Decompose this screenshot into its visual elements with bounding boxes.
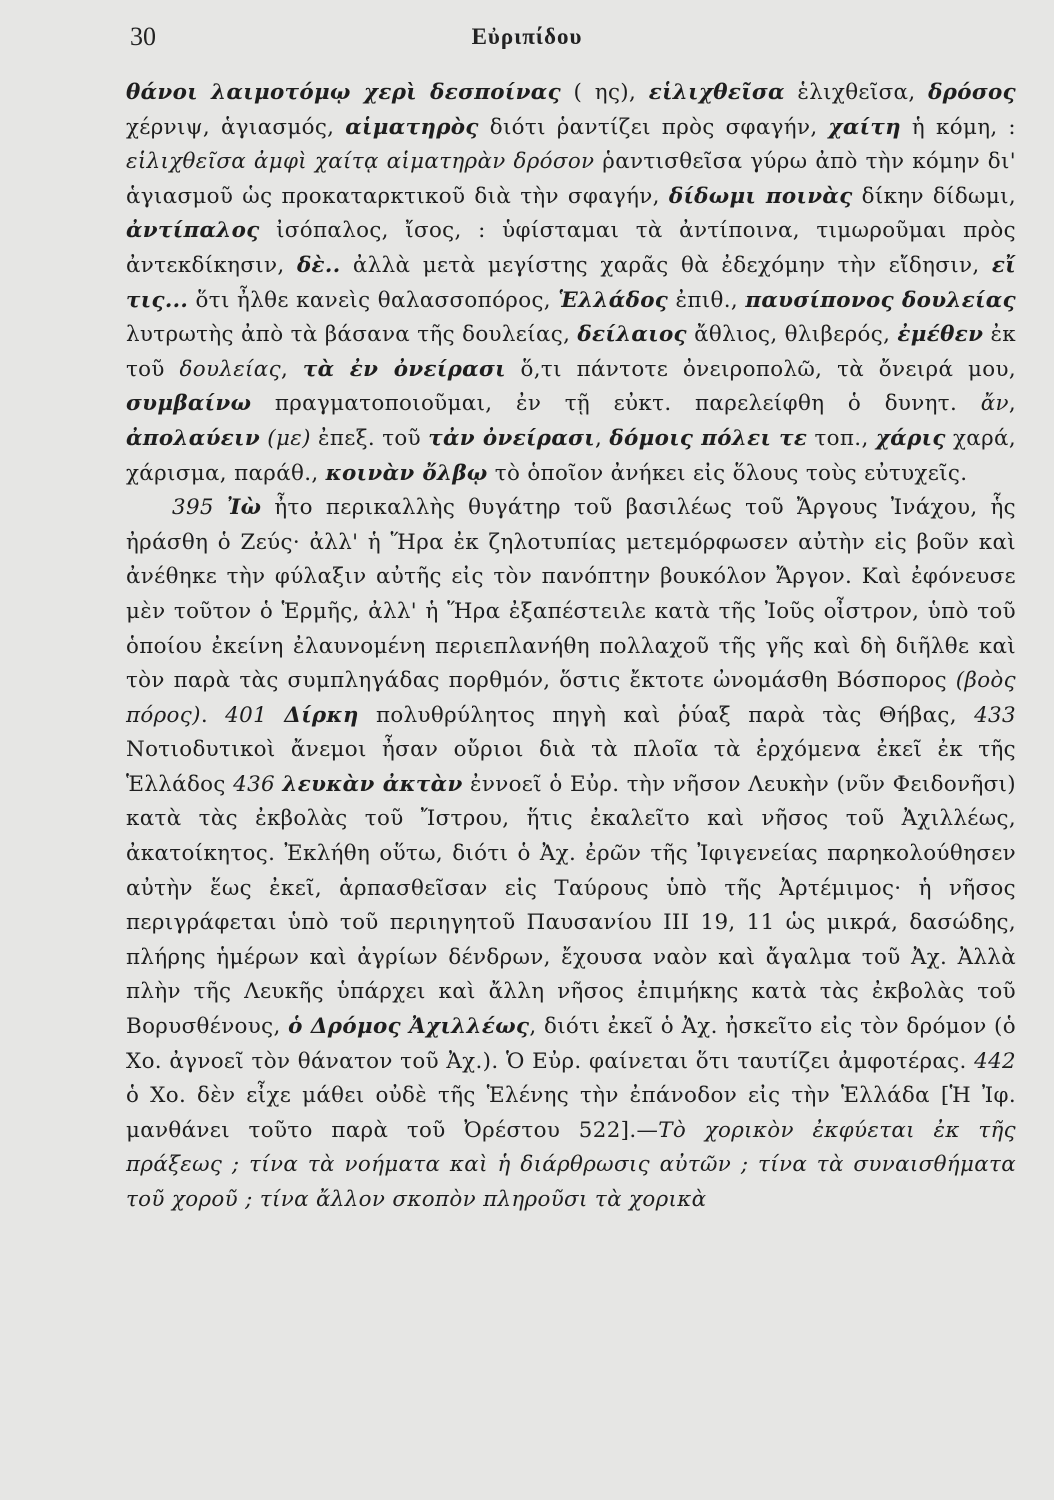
- emphasized-term: 436: [233, 771, 276, 797]
- emphasized-term: ἄν: [980, 391, 1009, 417]
- emphasized-term: εἴ τις...: [126, 252, 1016, 313]
- text-run: ἄθλιος, θλιβερός,: [686, 322, 898, 348]
- text-run: ὅτι ἦλθε κανεὶς θαλασσοπόρος,: [188, 287, 559, 313]
- text-run: ,: [1008, 391, 1016, 417]
- emphasized-term: χαίτη: [828, 114, 901, 140]
- text-run: .: [200, 702, 226, 728]
- text-run: ἀλλὰ μετὰ μεγίστης χαρᾶς θὰ ἐδεχόμην τὴν εἴδησιν,: [340, 252, 992, 278]
- emphasized-term: εἱλιχθεῖσα: [648, 80, 785, 105]
- emphasized-term: 395: [172, 495, 214, 521]
- text-run: τὸ ὁποῖον ἀνήκει εἰς ὅλους τοὺς εὐτυχεῖς.: [487, 460, 968, 486]
- emphasized-term: 401: [225, 702, 268, 728]
- emphasized-term: θάνοι λαιμοτόμῳ χερὶ δεσποίνας: [126, 80, 561, 105]
- emphasized-term: κοινὰν ὄλβῳ: [325, 460, 488, 486]
- text-run: δίκην δίδωμι,: [852, 183, 1016, 209]
- emphasized-term: Τὸ χορικὸν ἐκφύεται ἐκ τῆς πράξεως ; τίνα τὰ νοήματα καὶ ἡ διάρθρωσις αὐτῶν ; τίνα τὰ συναισθήματα τοῦ χοροῦ ; τίνα ἄλλον σκοπὸν πληροῦσι τὰ χορικὰ: [126, 1117, 1017, 1212]
- text-run: ἐπεξ. τοῦ: [310, 425, 429, 451]
- text-run: [267, 703, 284, 728]
- emphasized-term: τὰ ἐν ὀνείρασι: [302, 356, 506, 382]
- paragraph: [126, 76, 1016, 491]
- emphasized-term: αἱματηρὸς: [345, 114, 479, 140]
- text-run: [214, 495, 227, 520]
- text-run: ἡ κόμη, :: [900, 114, 1016, 140]
- emphasized-term: 433: [974, 702, 1016, 728]
- emphasized-term: (με): [267, 425, 311, 451]
- commentary-text: [126, 76, 1016, 1218]
- text-run: ἐπιθ.,: [668, 287, 746, 313]
- text-run: ῥαντισθεῖσα γύρω ἀπὸ τὴν κόμην δι' ἁγιασμοῦ ὡς προκαταρκτικοῦ διὰ τὴν σφαγήν,: [126, 149, 1016, 209]
- text-run: ἰσόπαλος, ἴσος, : ὑφίσταμαι τὰ ἀντίποινα, τιμωροῦμαι πρὸς ἀντεκδίκησιν,: [126, 218, 1016, 278]
- text-run: ἐννοεῖ ὁ Εὐρ. τὴν νῆσον Λευκὴν (νῦν Φειδονῆσι) κατὰ τὰς ἐκβολὰς τοῦ Ἴστρου, ἥτις ἐκαλεῖτο καὶ νῆσος τοῦ Ἀχιλλέως, ἀκατοίκητος. Ἐκλήθη οὕτω, διότι ὁ Ἀχ. ἐρῶν τῆς Ἰφιγενείας παρηκολούθησεν αὐτὴν ἕως ἐκεῖ, ἁρπασθεῖσαν εἰς Ταύρους ὑπὸ τῆς Ἀρτέμιμος· ἡ νῆσος περιγράφεται ὑπὸ τοῦ περιηγητοῦ Παυσανίου ΙΙΙ 19, 11 ὡς μικρά, δασώδης, πλήρης ἡμέρων καὶ ἀγρίων δένδρων, ἔχουσα ναὸν καὶ ἄγαλμα τοῦ Ἀχ. Ἀλλὰ πλὴν τῆς Λευκῆς ὑπάρχει καὶ ἄλλη νῆσος ἐπιμήκης κατὰ τὰς ἐκβολὰς τοῦ Βορυσθένους,: [126, 771, 1016, 1040]
- emphasized-term: ἐμέθεν: [897, 322, 984, 348]
- text-run: ὁ Χο. δὲν εἶχε μάθει οὐδὲ τῆς Ἑλένης τὴν ἐπάνοδον εἰς τὴν Ἑλλάδα [Ἡ Ἰφ. μανθάνει τοῦτο παρὰ τοῦ Ὀρέστου 522].—: [126, 1083, 1016, 1143]
- text-run: ἦτο περικαλλὴς θυγάτηρ τοῦ βασιλέως τοῦ Ἄργους Ἰνάχου, ἧς ἠράσθη ὁ Ζεύς· ἀλλ' ἡ Ἥρα ἐκ ζηλοτυπίας μετεμόρφωσεν αὐτὴν εἰς βοῦν καὶ ἀνέθηκε τὴν φύλαξιν αὐτῆς εἰς τὸν πανόπτην βουκόλον Ἄργον. Καὶ ἐφόνευσε μὲν τοῦτον ὁ Ἑρμῆς, ἀλλ' ἡ Ἥρα ἐξαπέστειλε κατὰ τῆς Ἰοῦς οἶστρον, ὑπὸ τοῦ ὁποίου ἐκείνη ἐλαυνομένη περιεπλανήθη πολλαχοῦ τῆς γῆς καὶ δὴ διῆλθε καὶ τὸν παρὰ τὰς συμπληγάδας πορθμόν, ὅστις ἔκτοτε ὠνομάσθη Βόσπορος: [126, 495, 1016, 694]
- text-run: πραγματοποιοῦμαι, ἐν τῇ εὐκτ. παρελείφθη ὁ δυνητ.: [251, 391, 981, 417]
- text-run: Νοτιοδυτικοὶ ἄνεμοι ἦσαν οὔριοι διὰ τὰ πλοῖα τὰ ἐρχόμενα ἐκεῖ ἐκ τῆς Ἑλλάδος: [126, 737, 1016, 797]
- text-run: πολυθρύλητος πηγὴ καὶ ῥύαξ παρὰ τὰς Θήβας,: [358, 702, 975, 728]
- emphasized-term: δὲ..: [296, 252, 341, 278]
- text-run: ὅ,τι πάντοτε ὀνειροπολῶ, τὰ ὄνειρά μου,: [505, 356, 1016, 382]
- emphasized-term: δόμοις πόλει τε: [609, 425, 808, 451]
- emphasized-term: δίδωμι ποινὰς: [668, 183, 853, 209]
- emphasized-term: ὁ Δρόμος Ἀχιλλέως: [288, 1014, 530, 1040]
- text-run: λυτρωτὴς ἀπὸ τὰ βάσανα τῆς δουλείας,: [126, 322, 578, 348]
- emphasized-term: δουλείας: [179, 356, 281, 382]
- text-run: χέρνιψ, ἁγιασμός,: [126, 114, 346, 140]
- text-run: ,: [594, 425, 610, 451]
- text-run: , διότι ἐκεῖ ὁ Ἀχ. ἠσκεῖτο εἰς τὸν δρόμον (ὁ Χο. ἀγνοεῖ τὸν θάνατον τοῦ Ἀχ.). Ὁ Εὐρ. φαίνεται ὅτι ταυτίζει ἀμφοτέρας.: [126, 1014, 1016, 1074]
- emphasized-term: δρόσος: [928, 80, 1016, 105]
- emphasized-term: συμβαίνω: [126, 391, 252, 417]
- emphasized-term: Δίρκη: [284, 702, 359, 728]
- text-run: χαρά, χάρισμα, παράθ.,: [126, 425, 1016, 486]
- emphasized-term: Ἰὼ: [226, 495, 262, 521]
- text-run: ,: [280, 356, 303, 382]
- running-title: Εὐριπίδου: [471, 24, 583, 49]
- text-run: ἐκ τοῦ: [126, 322, 1017, 382]
- emphasized-term: χάρις: [875, 425, 946, 451]
- text-run: διότι ῥαντίζει πρὸς σφαγήν,: [478, 114, 829, 140]
- emphasized-term: Ἑλλάδος: [558, 287, 669, 313]
- emphasized-term: λευκὰν ἀκτὰν: [282, 771, 463, 797]
- emphasized-term: ἀντίπαλος: [126, 218, 260, 244]
- emphasized-term: ἀπολαύειν: [126, 425, 261, 451]
- paragraph: [126, 491, 1016, 1217]
- text-run: ( ης),: [560, 80, 649, 105]
- emphasized-term: 442: [974, 1048, 1016, 1074]
- emphasized-term: παυσίπονος δουλείας: [745, 287, 1016, 313]
- emphasized-term: τἀν ὀνείρασι: [428, 425, 595, 451]
- text-run: τοπ.,: [807, 425, 876, 451]
- page-number: 30: [130, 22, 156, 51]
- emphasized-term: (βοὸς πόρος): [126, 668, 1016, 728]
- emphasized-term: εἱλιχθεῖσα ἀμφὶ χαίτᾳ αἱματηρὰν δρόσον: [126, 149, 595, 175]
- text-run: ἑλιχθεῖσα,: [784, 80, 929, 105]
- emphasized-term: δείλαιος: [577, 322, 687, 348]
